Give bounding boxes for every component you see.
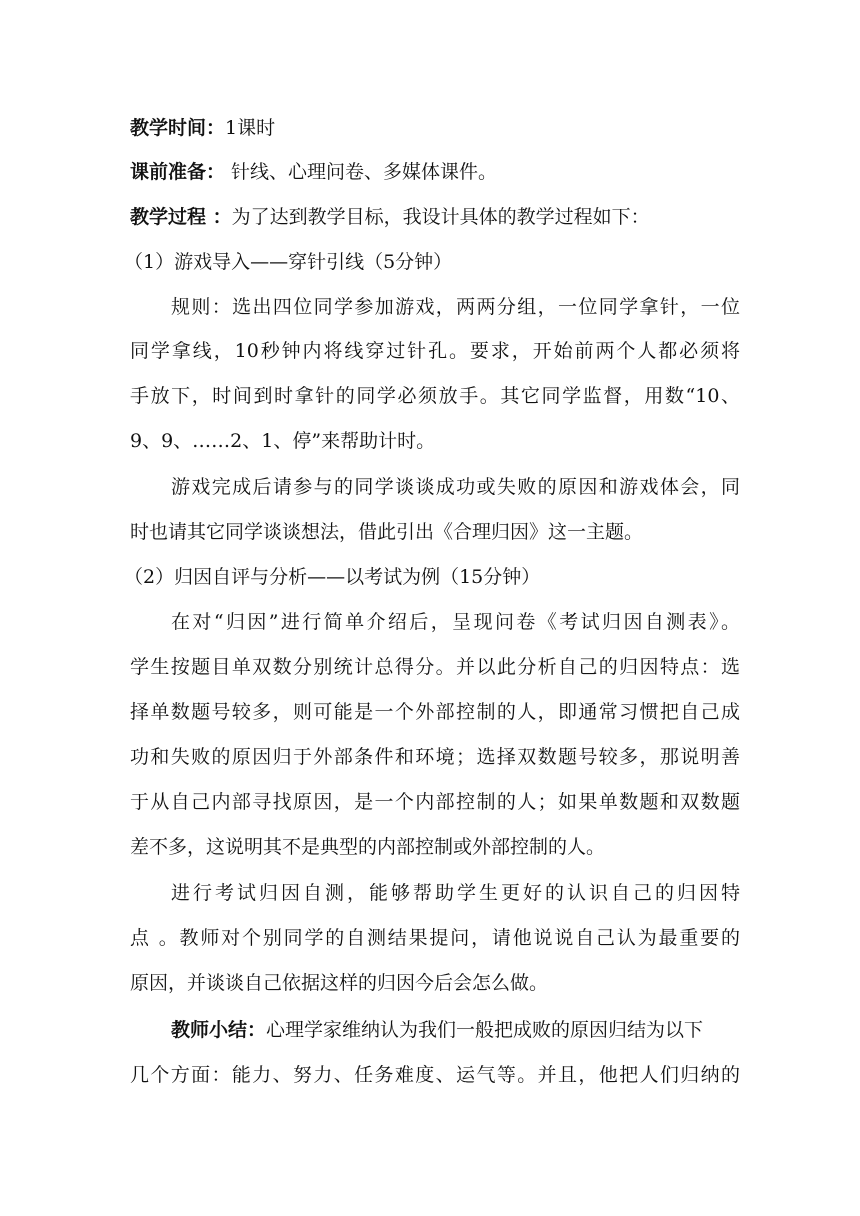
summary-line-1 <box>171 1016 740 1044</box>
section-2-paragraph-1-line-3: 择单数题号较多，则可能是一个外部控制的人，即通常习惯把自己成 <box>130 701 740 723</box>
section-1-paragraph-1-line-2: 同学拿线，10秒钟内将线穿过针孔。要求，开始前两个人都必须将 <box>130 340 740 362</box>
process-value: 为了达到教学目标，我设计具体的教学过程如下： <box>231 206 650 228</box>
section-2-paragraph-2-line-2: 点 。教师对个别同学的自测结果提问，请他说说自己认为最重要的 <box>130 927 740 949</box>
preparation-label: 课前准备： <box>130 161 226 183</box>
teaching-time-line <box>130 114 740 142</box>
section-2-paragraph-2-line-3: 原因，并谈谈自己依据这样的归因今后会怎么做。 <box>130 972 549 994</box>
teaching-time-value: 1课时 <box>225 117 276 139</box>
section-2-paragraph-1-line-4: 功和失败的原因归于外部条件和环境；选择双数题号较多，那说明善 <box>130 746 740 768</box>
preparation-line <box>130 158 740 186</box>
section-2-paragraph-2-line-1: 进行考试归因自测，能够帮助学生更好的认识自己的归因特 <box>171 882 740 904</box>
section-1-title: （1）游戏导入——穿针引线（5分钟） <box>124 251 453 273</box>
section-2-paragraph-1-line-2: 学生按题目单双数分别统计总得分。并以此分析自己的归因特点：选 <box>130 656 740 678</box>
summary-text-line-1: 心理学家维纳认为我们一般把成败的原因归结为以下 <box>266 1019 704 1041</box>
section-1-paragraph-1-line-3: 手放下，时间到时拿针的同学必须放手。其它同学监督，用数“10、 <box>130 385 740 407</box>
section-2-paragraph-1-line-6: 差不多，这说明其不是典型的内部控制或外部控制的人。 <box>130 836 606 858</box>
summary-label: 教师小结： <box>171 1019 267 1041</box>
process-line <box>130 203 740 231</box>
preparation-value: 针线、心理问卷、多媒体课件。 <box>225 161 498 183</box>
process-label: 教学过程 ： <box>130 206 232 228</box>
section-2-paragraph-1-line-1: 在对“归因”进行简单介绍后，呈现问卷《考试归因自测表》。 <box>171 611 740 633</box>
section-1-paragraph-2-line-1: 游戏完成后请参与的同学谈谈成功或失败的原因和游戏体会，同 <box>171 476 740 498</box>
section-2-paragraph-1-line-5: 于从自己内部寻找原因，是一个内部控制的人；如果单数题和双数题 <box>130 791 740 813</box>
section-1-paragraph-1-line-1: 规则：选出四位同学参加游戏，两两分组，一位同学拿针，一位 <box>171 296 740 318</box>
section-1-paragraph-1-line-4: 9、9、……2、1、停”来帮助计时。 <box>130 430 436 452</box>
summary-line-2: 几个方面：能力、努力、任务难度、运气等。并且，他把人们归纳的 <box>130 1064 740 1086</box>
section-2-title: （2）归因自评与分析——以考试为例（15分钟） <box>124 566 541 588</box>
teaching-time-label: 教学时间： <box>130 117 226 139</box>
section-1-paragraph-2-line-2: 时也请其它同学谈谈想法，借此引出《合理归因》这一主题。 <box>130 521 644 543</box>
